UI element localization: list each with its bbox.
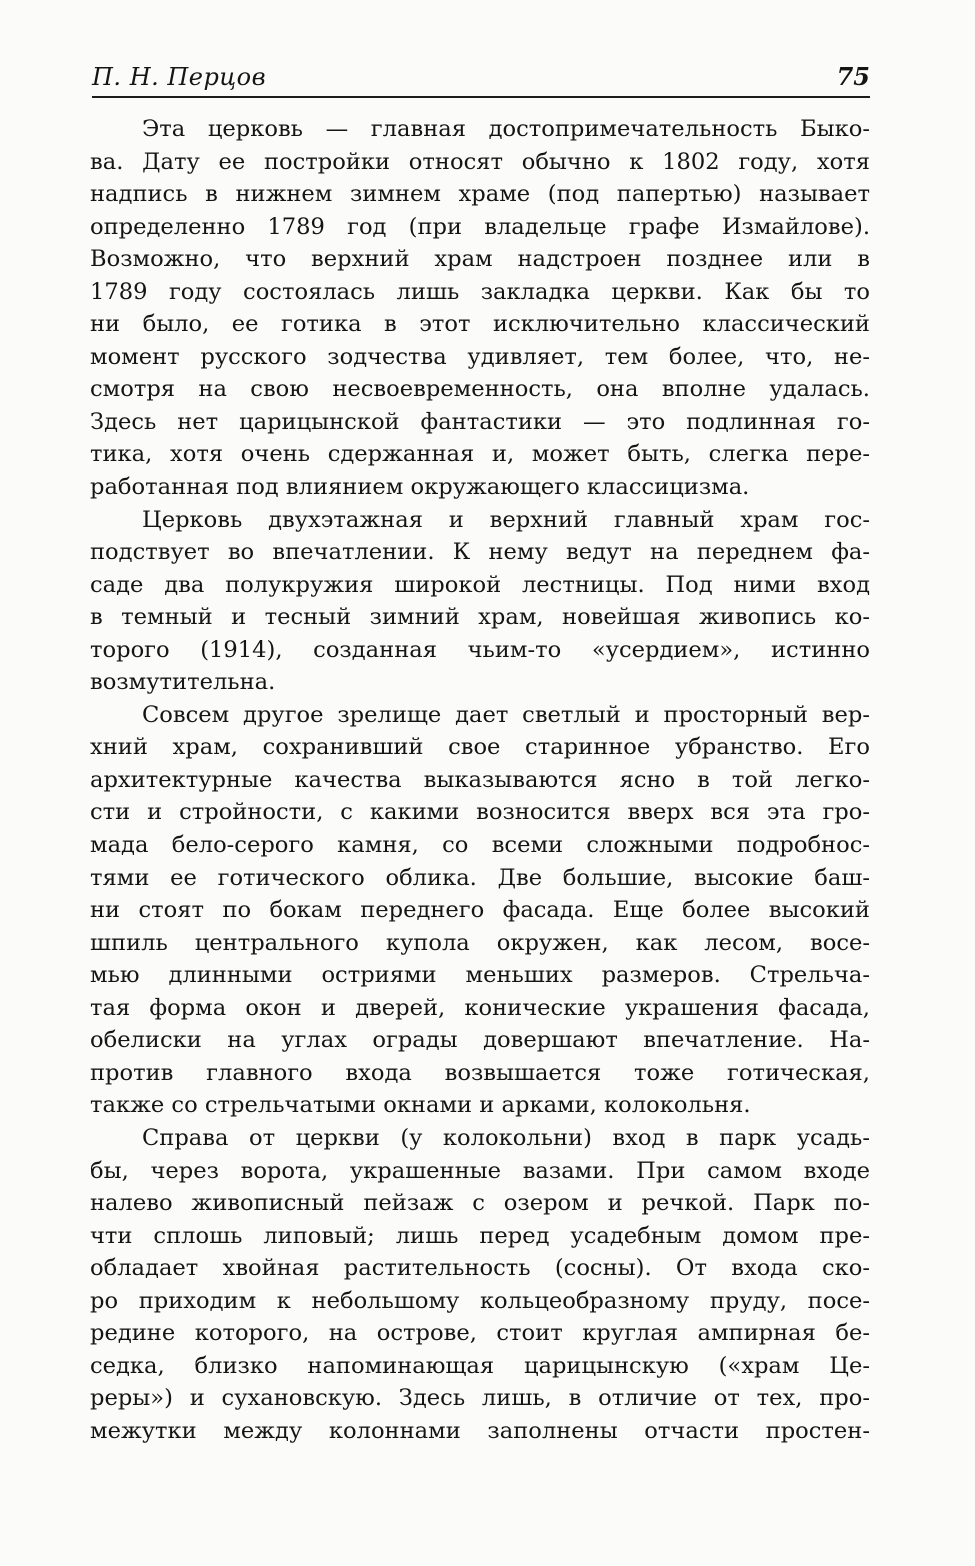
text-line: редине которого, на острове, стоит круглая ампирная бе- — [90, 1320, 870, 1347]
text-line: в темный и тесный зимний храм, новейшая живопись ко- — [90, 604, 870, 631]
text-line: работанная под влиянием окружающего классицизма. — [90, 474, 750, 501]
text-line: мью длинными остриями меньших размеров. Стрельча- — [90, 962, 870, 989]
text-line: тая форма окон и дверей, конические украшения фасада, — [90, 994, 870, 1021]
text-line: саде два полукружия широкой лестницы. Под ними вход — [90, 571, 870, 598]
text-line: чти сплошь липовый; лишь перед усадебным домом пре- — [90, 1222, 870, 1249]
text-line: архитектурные качества выказываются ясно в той легко- — [90, 766, 870, 793]
paragraph — [90, 1122, 870, 1447]
text-line: Церковь двухэтажная и верхний главный храм гос- — [142, 506, 870, 533]
text-line: обладает хвойная растительность (сосны). От входа ско- — [90, 1255, 870, 1282]
body-text — [90, 113, 870, 1447]
page-number: 75 — [836, 62, 870, 91]
text-line: 1789 году состоялась лишь закладка церкви. Как бы то — [90, 278, 870, 305]
text-line: межутки между колоннами заполнены отчасти простен- — [90, 1417, 870, 1444]
text-line: также со стрельчатыми окнами и арками, колокольня. — [90, 1092, 751, 1119]
text-line: тика, хотя очень сдержанная и, может быть, слегка пере- — [90, 441, 870, 468]
text-line: подствует во впечатлении. К нему ведут на переднем фа- — [90, 539, 870, 566]
paragraph — [90, 113, 870, 504]
text-line: ни стоят по бокам переднего фасада. Еще более высокий — [90, 897, 870, 924]
text-line: Совсем другое зрелище дает светлый и просторный вер- — [142, 701, 870, 728]
text-line: Здесь нет царицынской фантастики — это подлинная го- — [90, 408, 870, 435]
text-line: смотря на свою несвоевременность, она вполне удалась. — [90, 376, 870, 403]
text-line: Возможно, что верхний храм надстроен позднее или в — [90, 246, 870, 273]
running-header — [92, 58, 870, 98]
text-line: хний храм, сохранивший свое старинное убранство. Его — [90, 734, 870, 761]
text-line: возмутительна. — [90, 669, 276, 696]
header-author: П. Н. Перцов — [92, 63, 267, 91]
text-line: обелиски на углах ограды довершают впечатление. На- — [90, 1027, 870, 1054]
text-line: надпись в нижнем зимнем храме (под папертью) называет — [90, 181, 870, 208]
text-line: момент русского зодчества удивляет, тем более, что, не- — [90, 343, 870, 370]
text-line: налево живописный пейзаж с озером и речкой. Парк по- — [90, 1190, 870, 1217]
text-line: мада бело-серого камня, со всеми сложными подробнос- — [90, 832, 870, 859]
text-line: Справа от церкви (у колокольни) вход в парк усадь- — [142, 1124, 870, 1151]
paragraph — [90, 504, 870, 699]
text-line: сти и стройности, с какими возносится вверх вся эта гро- — [90, 799, 870, 826]
text-line: седка, близко напоминающая царицынскую («храм Це- — [90, 1352, 870, 1379]
text-line: определенно 1789 год (при владельце графе Измайлове). — [90, 213, 870, 240]
text-line: ва. Дату ее постройки относят обычно к 1802 году, хотя — [90, 148, 870, 175]
text-line: торого (1914), созданная чьим-то «усердием», истинно — [90, 636, 870, 663]
text-line: ро приходим к небольшому кольцеобразному пруду, посе- — [90, 1287, 870, 1314]
text-line: бы, через ворота, украшенные вазами. При самом входе — [90, 1157, 870, 1184]
text-line: Эта церковь — главная достопримечательность Быко- — [142, 116, 870, 142]
text-line: реры») и сухановскую. Здесь лишь, в отличие от тех, про- — [90, 1385, 870, 1412]
text-line: против главного входа возвышается тоже готическая, — [90, 1059, 870, 1086]
text-line: ни было, ее готика в этот исключительно классический — [90, 311, 870, 338]
text-line: шпиль центрального купола окружен, как лесом, восе- — [90, 929, 870, 956]
text-line: тями ее готического облика. Две большие, высокие баш- — [90, 864, 870, 891]
paragraph — [90, 699, 870, 1122]
